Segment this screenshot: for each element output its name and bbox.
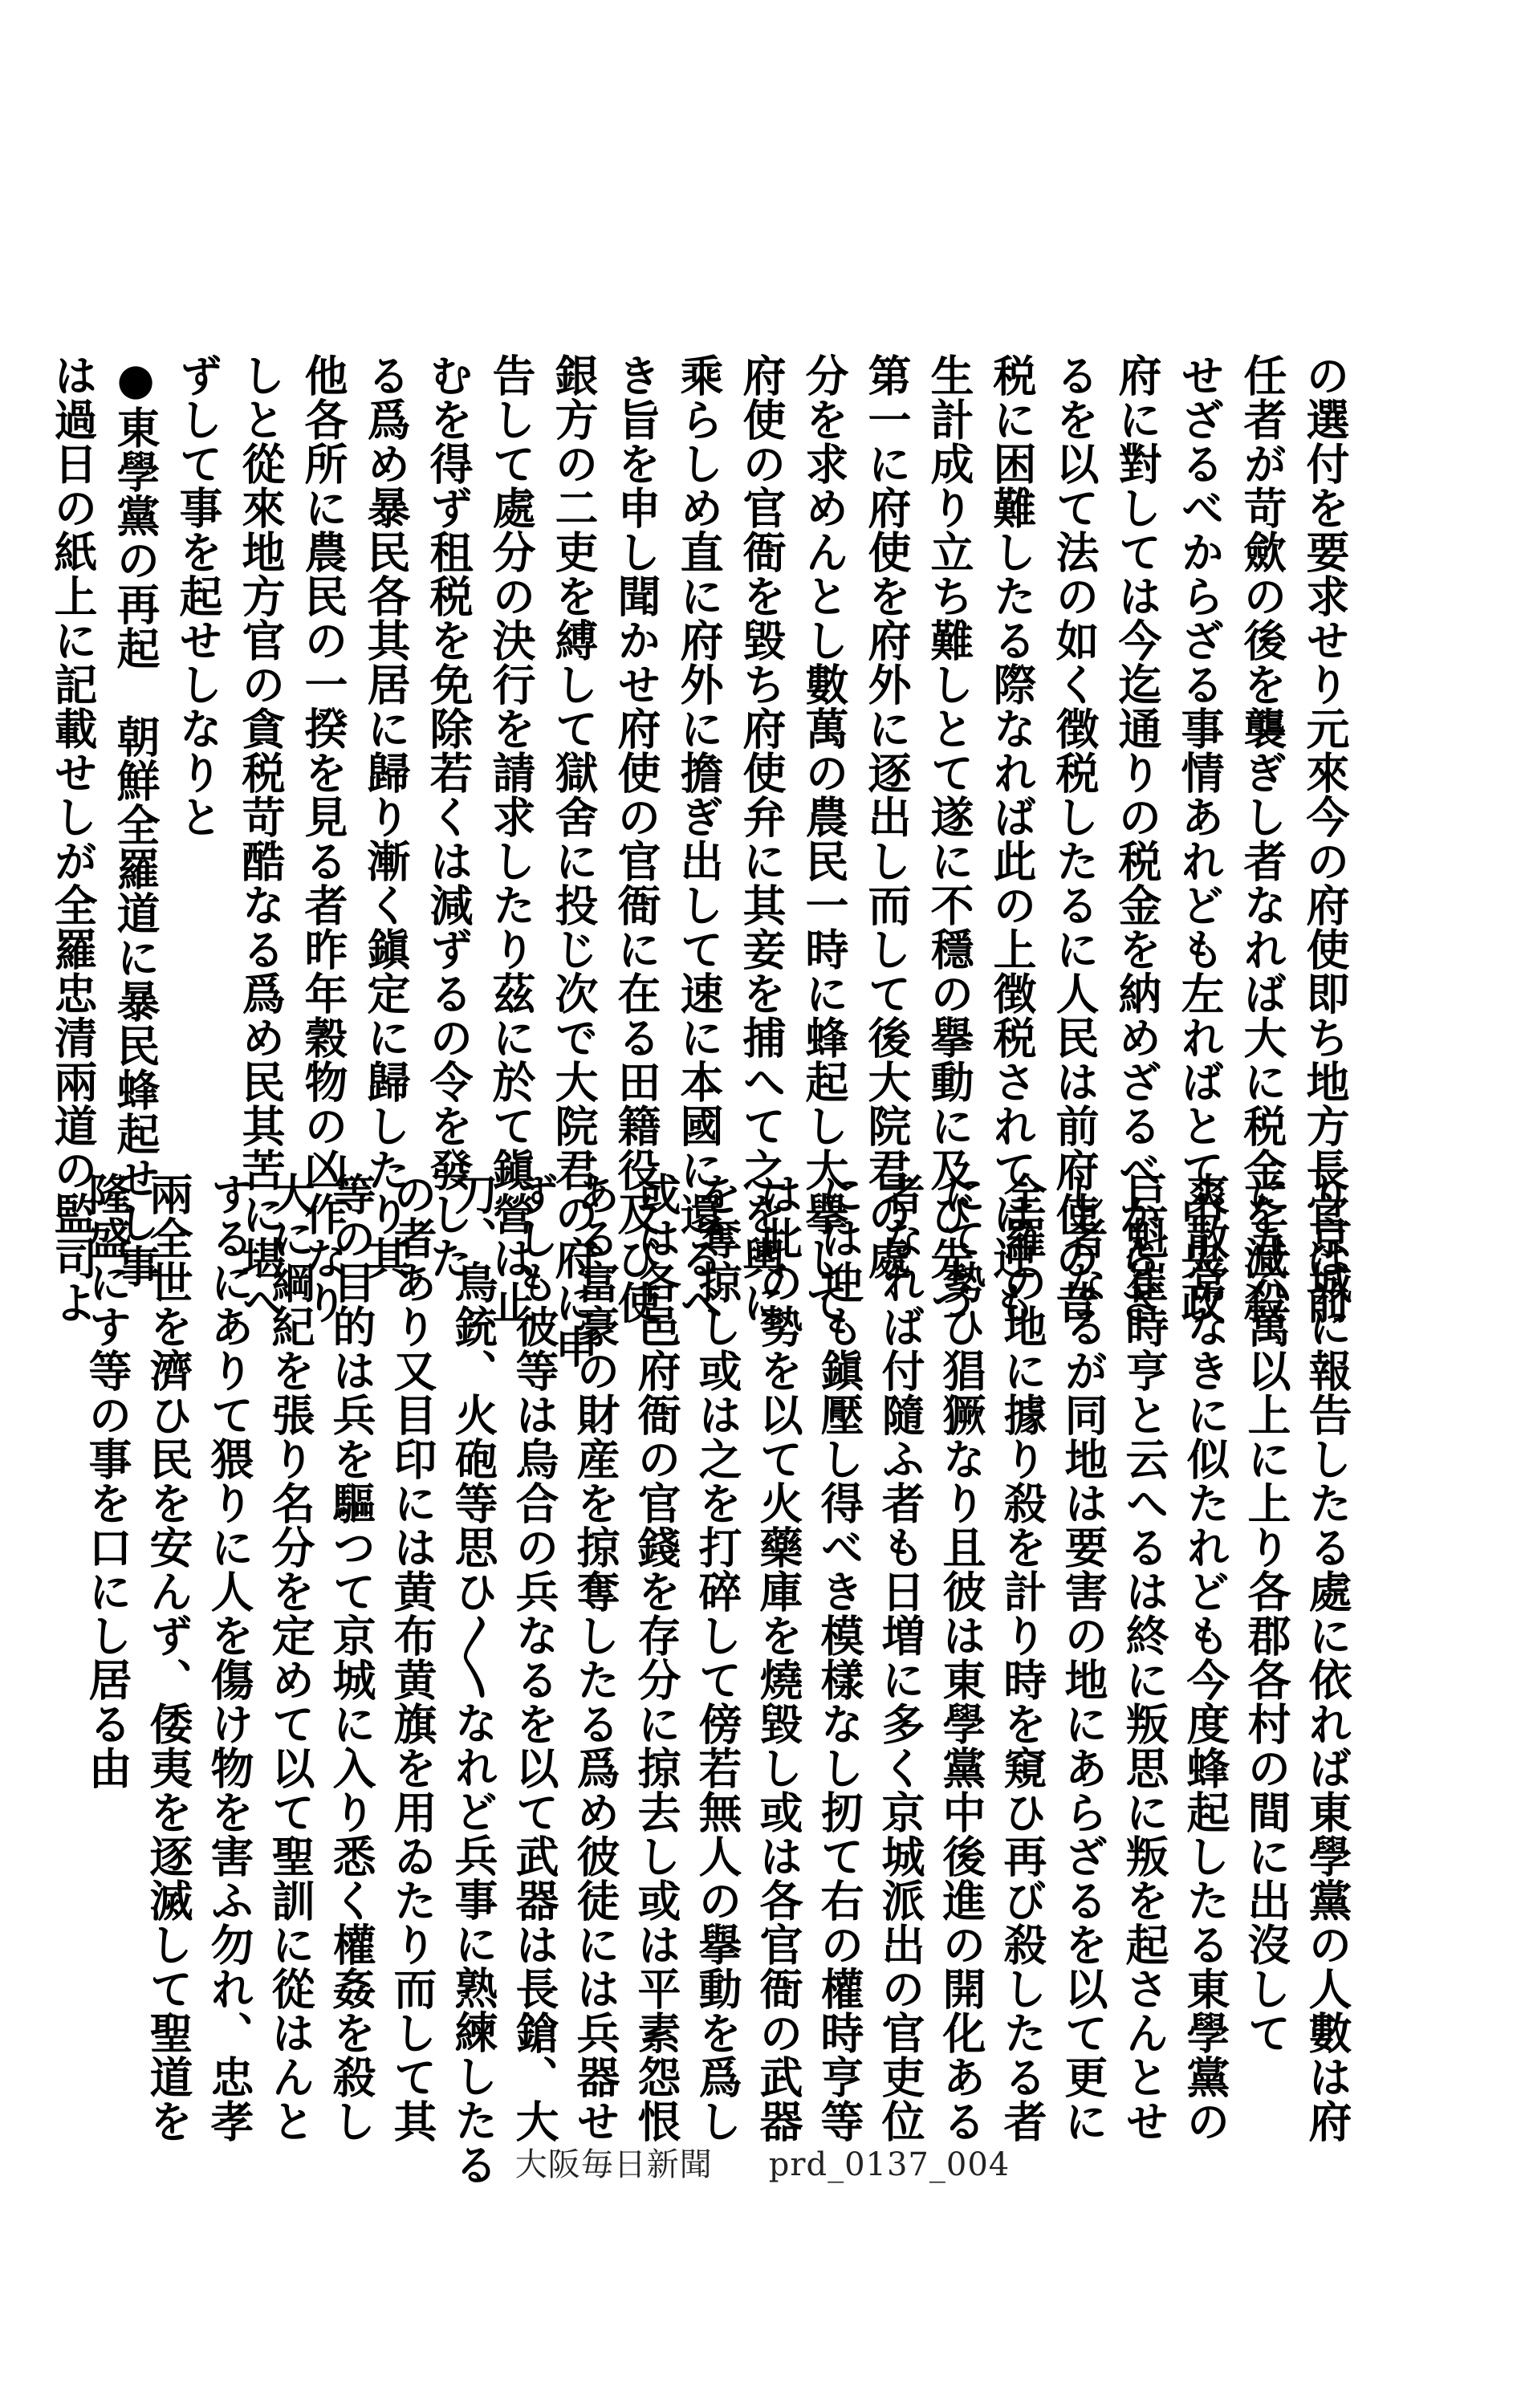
page-footer [0,2139,1525,2185]
text-column: 任者が苛歛の後を襲ぎし者なれば大に税金を減殺 [1237,353,1288,1324]
text-column: ずして事を起せしなりと [173,353,224,839]
text-column: 府使の官衙を毀ち府使弁に其妾を捕へて之を輿に [736,353,787,1324]
section-title: 東學黨の再起 [110,405,161,670]
text-column: むを得ず租税を免除若くは減ずるの令を發した [423,353,474,1280]
text-column: 銀方の二吏を縛して獄舍に投じ次で大院君の府に申 [548,353,600,1369]
text-column: せざるべからざる事情あれども左ればとて中央政 [1174,353,1226,1324]
text-column: 大に綱紀を張り名分を定めて以て聖訓に從はんと [265,1172,316,2143]
article-text-upper [47,353,1356,1369]
text-column: 兩全世を濟ひ民を安んず、倭夷を逐滅して聖道を [143,1172,194,2143]
text-column: 全羅の地に據り殺を計り時を窺ひ再び殺したる者 [997,1172,1048,2143]
article-text-lower [82,1172,1358,2408]
text-column: り京城に報告したる處に依れば東學黨の人數は府 [1302,1172,1353,2143]
text-column: の者あり又目印には黄布黄旗を用ゐたり而して其 [387,1172,438,2143]
text-column: る爲め暴民各其居に歸り漸く鎭定に歸したり其 [360,353,412,1280]
text-column: 告して處分の決行を請求したり茲に於て鎭營は止 [486,353,537,1324]
text-column: き旨を申し聞かせ府使の官衙に在る田籍役及び使 [611,353,662,1324]
section-first-line: 朝鮮全羅道に暴民蜂起せし事 [110,670,161,1288]
text-column: に五六萬以上に上り各郡各村の間に出沒して [1241,1172,1292,2055]
text-column: を奪掠し或は之を打碎して傍若無人の擧動を爲し [692,1172,743,2143]
text-column: ずしも彼等は烏合の兵なるを以て武器は長鎗、大 [509,1172,560,2143]
text-column: 第一に府使を府外に逐出し而して後大院君の處 [861,353,913,1280]
text-column: 分を求めんとし數萬の農民一時に蜂起し大擧して [799,353,850,1324]
newspaper-name: 大阪毎日新聞 [514,2146,713,2183]
text-column: するにありて猥りに人を傷け物を害ふ勿れ、忠孝 [204,1172,255,2143]
text-column: の選付を要求せり元來今の府使即ち地方長官は前 [1299,353,1351,1324]
section-heading [104,353,167,1288]
text-column: は過日の紙上に記載せしが全羅忠清兩道の監司よ [47,353,99,1324]
text-column: るを以て法の如く徴税したるに人民は前府使の昔 [1049,353,1100,1324]
text-column: し者なるが同地は要害の地にあらざるを以て更に [1058,1172,1109,2143]
text-column: しと從來地方官の貪税苛酷なる爲め民其苦に堪へ [235,353,287,1324]
text-column: には迚も鎭壓し得べき模樣なし扨て右の權時亨等 [814,1172,865,2143]
text-column: 他各所に農民の一揆を見る者昨年穀物の凶作なり [298,353,349,1324]
text-column: 税に困難したる際なれば此の上徴税されては迚も [986,353,1038,1324]
text-column: 府に對しては今迄通りの税金を納めざるべからざ [1112,353,1163,1324]
text-column: は此の勢を以て火藥庫を燒毀し或は各官衙の武器 [753,1172,804,2143]
text-column: にて勢ひ猖獗なり且彼は東學黨中後進の開化ある [936,1172,987,2143]
text-column: 刀、鳥銃、火砲等思ひ〳〵なれど兵事に熟練したる [448,1172,499,2186]
text-column: 者なれば付隨ふ者も日増に多く京城派出の官吏位 [875,1172,926,2143]
text-column: 巨魁崔時亨と云へるは終に叛思に叛を起さんとせ [1119,1172,1170,2143]
text-column: ある富豪の財産を掠奪したる爲め彼徒には兵器せ [570,1172,621,2143]
text-column: 或は各邑府衙の官錢を存分に掠去し或は平素怨恨 [631,1172,682,2143]
bullet-icon: ● [110,353,161,405]
text-column: 隆盛にす等の事を口にし居る由 [82,1172,133,1790]
text-column: 乘らしめ直に府外に擔ぎ出して速に本國に還るべ [673,353,725,1324]
text-column: 生計成り立ち難しとて遂に不穩の擧動に及び先づ [924,353,975,1324]
text-column: 等の目的は兵を驅つて京城に入り悉く權姦を殺し [326,1172,377,2143]
page-reference: prd_0137_004 [768,2146,1011,2183]
text-column: 爽散常なきに似たれども今度蜂起したる東學黨の [1180,1172,1231,2143]
